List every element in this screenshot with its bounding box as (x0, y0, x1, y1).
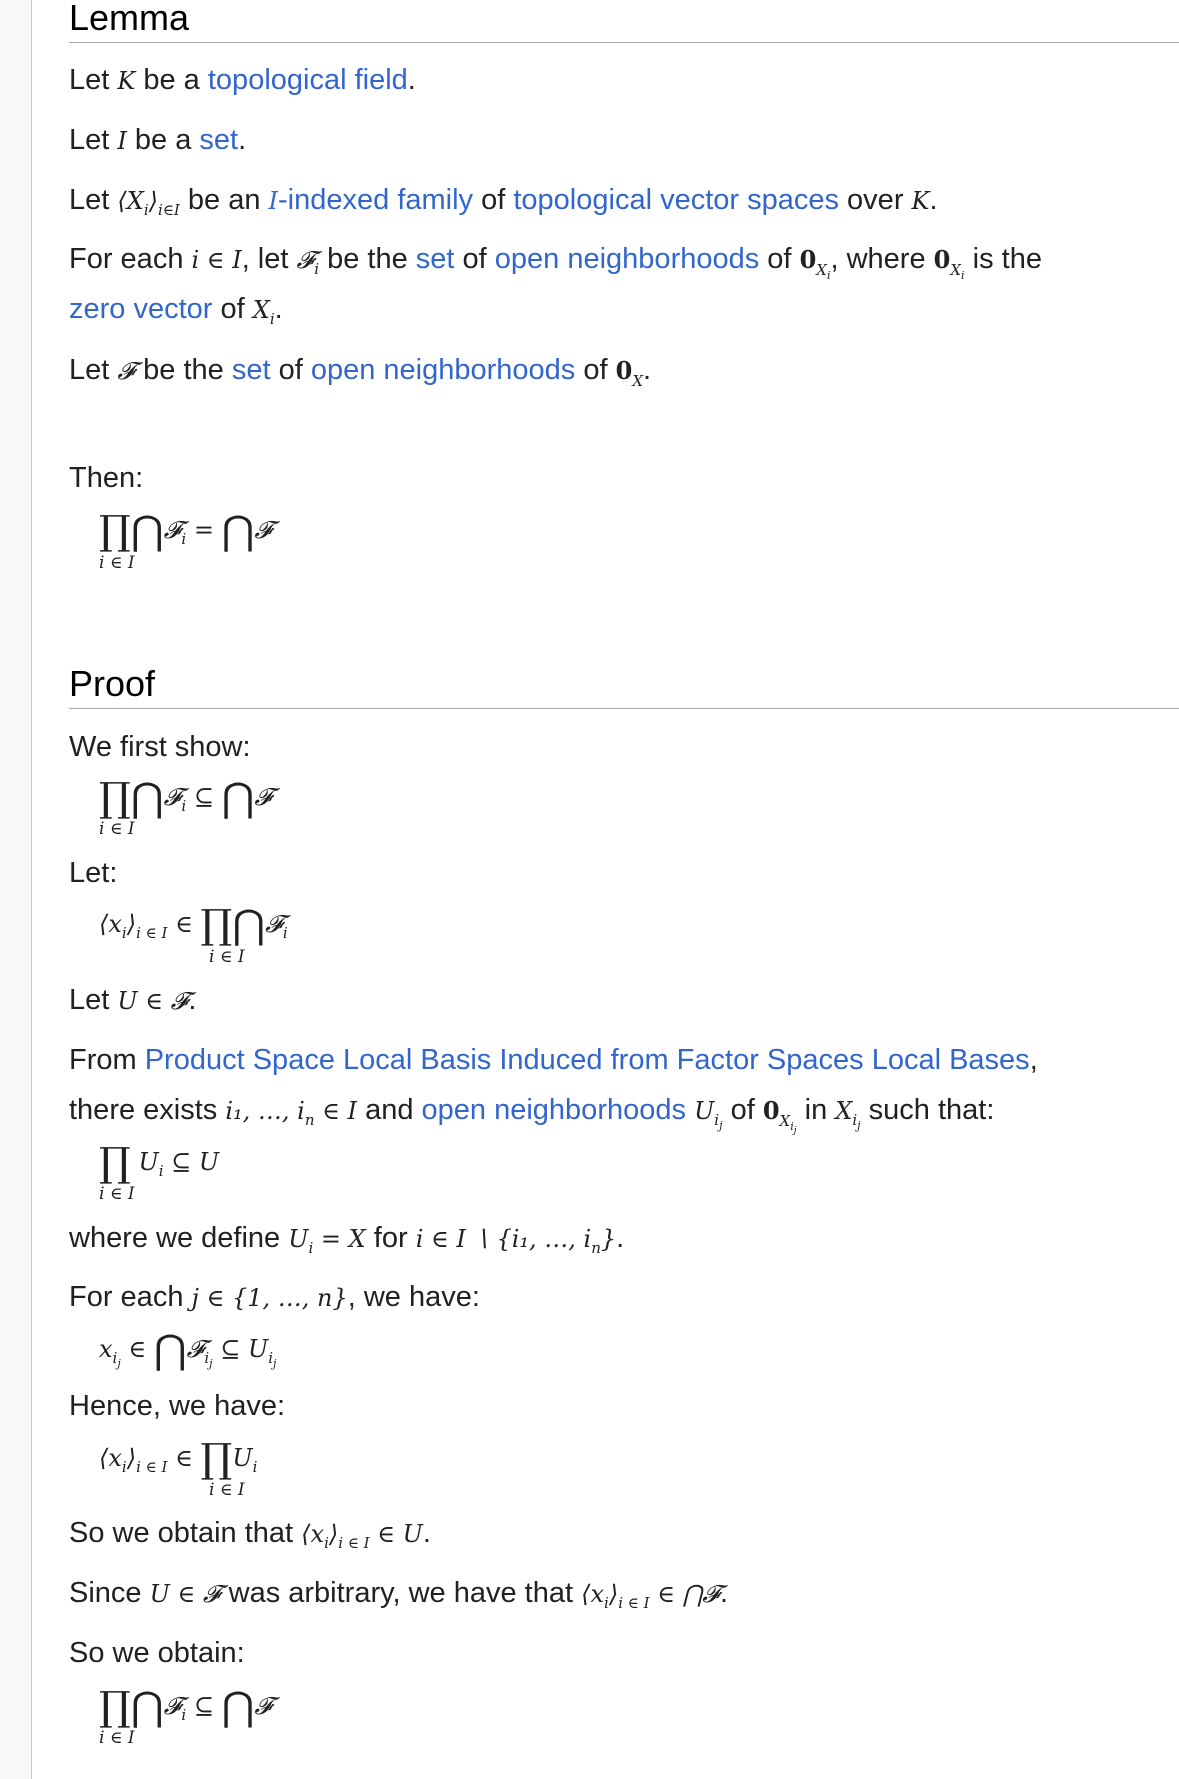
math-var: K (117, 67, 136, 95)
proof-first-show: We first show: (69, 731, 251, 763)
lemma-line-1: Let K be a topological field. (69, 64, 416, 96)
link-indexed-family[interactable]: I-indexed family (268, 184, 474, 216)
proof-equation-3-index: i ∈ I (99, 1184, 135, 1204)
then-label: Then: (69, 462, 144, 494)
proof-so-obtain-that: So we obtain that $⟨x_i⟩_{i \in I}$ ∈ U. (69, 1517, 431, 1552)
link-set[interactable]: set (199, 124, 239, 156)
proof-equation-2-index: i ∈ I (209, 947, 245, 967)
proof-heading: Proof (69, 664, 1179, 709)
proof-equation-5: $⟨x_i⟩_{i \in I}$ ∈ $\prod U_i$ (99, 1436, 258, 1482)
lemma-line-2: Let I be a set. (69, 124, 247, 156)
lemma-heading: Lemma (69, 0, 1179, 43)
proof-from-line: From Product Space Local Basis Induced from Factor Spaces Local Bases, (69, 1044, 1038, 1076)
link-set[interactable]: set (415, 243, 455, 275)
proof-equation-1: ∏⋂𝓕$_i$ ⊆ ⋂𝓕 (99, 775, 273, 821)
lemma-line-5: zero vector of $X_i$. (69, 293, 283, 328)
math-var: I (117, 127, 127, 155)
math-family: $⟨X_i⟩_{i\in I}$ (117, 187, 180, 219)
proof-equation-3: ∏ $U_i$ ⊆ U (99, 1140, 220, 1186)
lemma-equation: ∏⋂𝓕$_i$ = ⋂𝓕 (99, 508, 273, 554)
proof-exists-line: there exists i₁, …, $i_n$ ∈ I and open neighborhoods $U_{i_j}$ of $0_{X_{i_j}}$ in $X_{i_j}$ such that: (69, 1094, 995, 1136)
proof-so-obtain: So we obtain: (69, 1637, 245, 1669)
proof-where-line: where we define $U_i = X$ for i ∈ I ∖ {i₁, …, $i_n$}. (69, 1222, 625, 1257)
proof-equation-1-index: i ∈ I (99, 819, 135, 839)
link-set[interactable]: set (231, 354, 271, 386)
proof-equation-6: ∏⋂𝓕$_i$ ⊆ ⋂𝓕 (99, 1684, 273, 1730)
link-open-neighborhoods[interactable]: open neighborhoods (421, 1094, 686, 1126)
proof-equation-4: $x_{i_j}$ ∈ ⋂𝓕$_{i_j}$ ⊆ $U_{i_j}$ (99, 1327, 277, 1373)
proof-equation-2: $⟨x_i⟩_{i \in I}$ ∈ ∏⋂𝓕$_i$ (99, 902, 288, 948)
link-open-neighborhoods[interactable]: open neighborhoods (494, 243, 760, 275)
link-topological-field[interactable]: topological field (207, 64, 408, 96)
proof-since-line: Since U ∈ 𝓕 was arbitrary, we have that $⟨x_i⟩_{i \in I}$ ∈ ⋂𝓕. (69, 1577, 729, 1612)
lemma-line-4: For each i ∈ I, let 𝓕$_i$ be the set of open neighborhoods of $0_{X_i}$, where $0_{X_i}$ is the (69, 243, 1042, 282)
link-topological-vector-spaces[interactable]: topological vector spaces (513, 184, 839, 216)
link-product-space-local-basis[interactable]: Product Space Local Basis Induced from Factor Spaces Local Bases (144, 1044, 1030, 1076)
proof-hence: Hence, we have: (69, 1390, 286, 1422)
lemma-line-6: Let 𝓕 be the set of open neighborhoods of $0_X$. (69, 354, 652, 390)
proof-let: Let: (69, 857, 118, 889)
left-margin-bar (0, 0, 32, 1779)
link-open-neighborhoods[interactable]: open neighborhoods (310, 354, 576, 386)
proof-let-u: Let U ∈ 𝓕. (69, 984, 197, 1016)
link-zero-vector[interactable]: zero vector (69, 293, 213, 325)
proof-equation-6-index: i ∈ I (99, 1728, 135, 1748)
lemma-line-3: Let $⟨X_i⟩_{i\in I}$ be an I-indexed family of topological vector spaces over K. (69, 184, 938, 219)
proof-equation-5-index: i ∈ I (209, 1480, 245, 1500)
proof-foreach-line: For each j ∈ {1, …, n}, we have: (69, 1281, 480, 1313)
lemma-equation-index: i ∈ I (99, 553, 135, 573)
